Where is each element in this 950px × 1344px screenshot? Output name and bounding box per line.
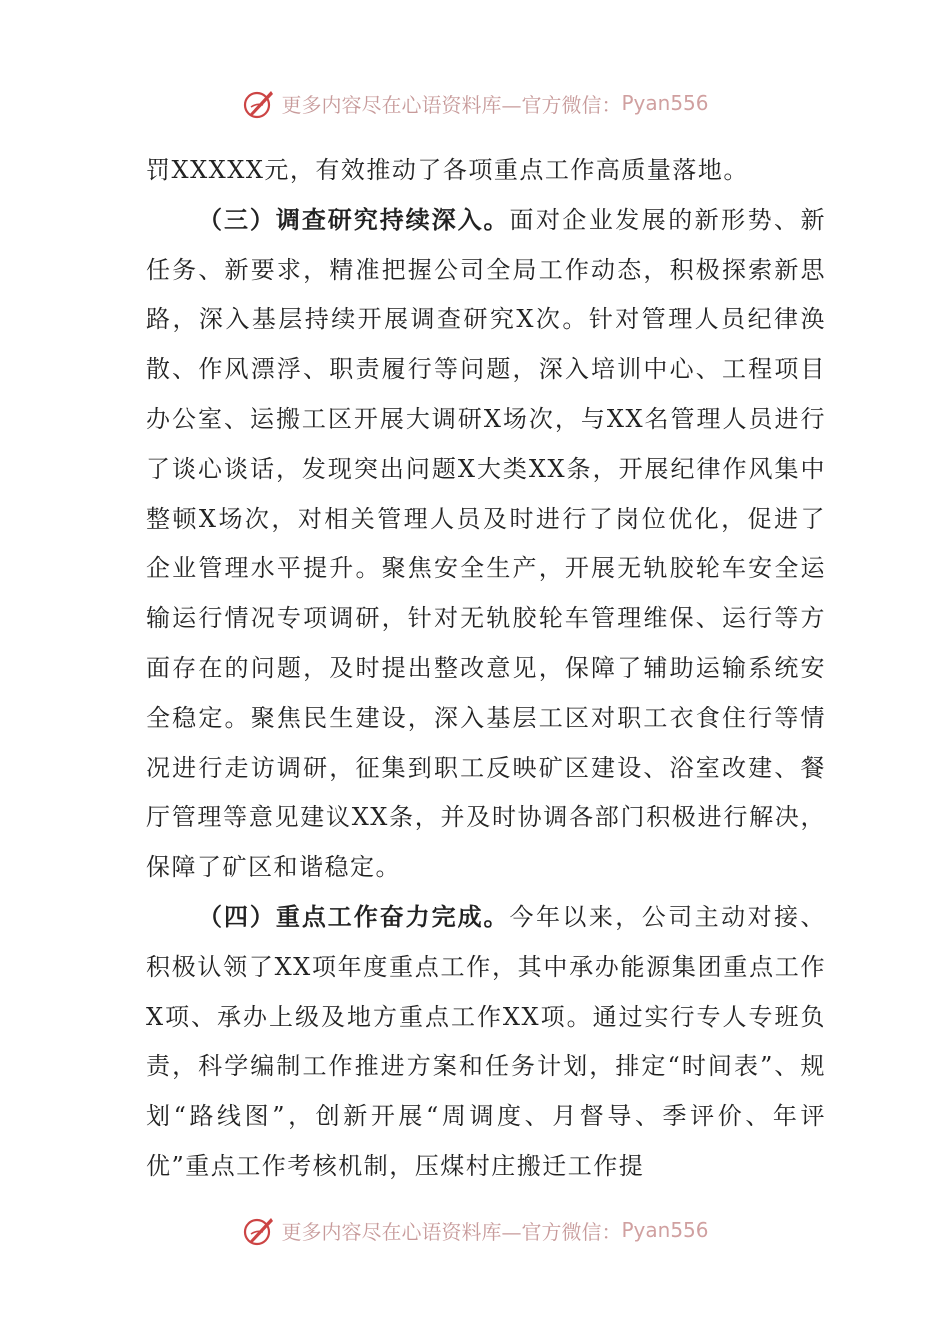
footer-watermark-banner <box>0 1210 950 1250</box>
section-heading: （四）重点工作奋力完成。 <box>198 902 510 931</box>
footer-banner-text: 更多内容尽在心语资料库—官方微信： <box>281 1219 622 1244</box>
header-banner-wechat-id: Pyan556 <box>621 91 709 115</box>
quill-pen-logo-icon <box>241 1212 277 1248</box>
footer-banner-wechat-id: Pyan556 <box>621 1218 709 1242</box>
paragraph-continuation <box>146 146 826 196</box>
paragraph-section-3 <box>146 196 826 893</box>
paragraph-text: 面对企业发展的新形势、新任务、新要求，精准把握公司全局工作动态，积极探索新思路，深入基层持续开展调查研究X次。针对管理人员纪律涣散、作风漂浮、职责履行等问题，深入培训中心、工程项目办公室、运搬工区开展大调研X场次，与XX名管理人员进行了谈心谈话，发现突出问题X大类XX条，开展纪律作风集中整顿X场次，对相关管理人员及时进行了岗位优化，促进了企业管理水平提升。聚焦安全生产，开展无轨胶轮车安全运输运行情况专项调研，针对无轨胶轮车管理维保、运行等方面存在的问题，及时提出整改意见，保障了辅助运输系统安全稳定。聚焦民生建设，深入基层工区对职工衣食住行等情况进行走访调研，征集到职工反映矿区建设、浴室改建、餐厅管理等意见建议XX条，并及时协调各部门积极进行解决，保障了矿区和谐稳定。 <box>146 205 827 882</box>
header-watermark-banner <box>0 83 950 123</box>
quill-pen-logo-icon <box>241 85 277 121</box>
section-heading: （三）调查研究持续深入。 <box>198 205 510 234</box>
document-body <box>146 146 826 1192</box>
paragraph-text: 今年以来，公司主动对接、积极认领了XX项年度重点工作，其中承办能源集团重点工作X项、承办上级及地方重点工作XX项。通过实行专人专班负责，科学编制工作推进方案和任务计划，排定“时间表”、规划“路线图”，创新开展“周调度、月督导、季评价、年评优”重点工作考核机制，压煤村庄搬迁工作提 <box>146 902 827 1180</box>
header-banner-text: 更多内容尽在心语资料库—官方微信： <box>281 92 622 117</box>
paragraph-section-4 <box>146 893 826 1192</box>
paragraph-text: 罚XXXXX元，有效推动了各项重点工作高质量落地。 <box>146 156 749 184</box>
